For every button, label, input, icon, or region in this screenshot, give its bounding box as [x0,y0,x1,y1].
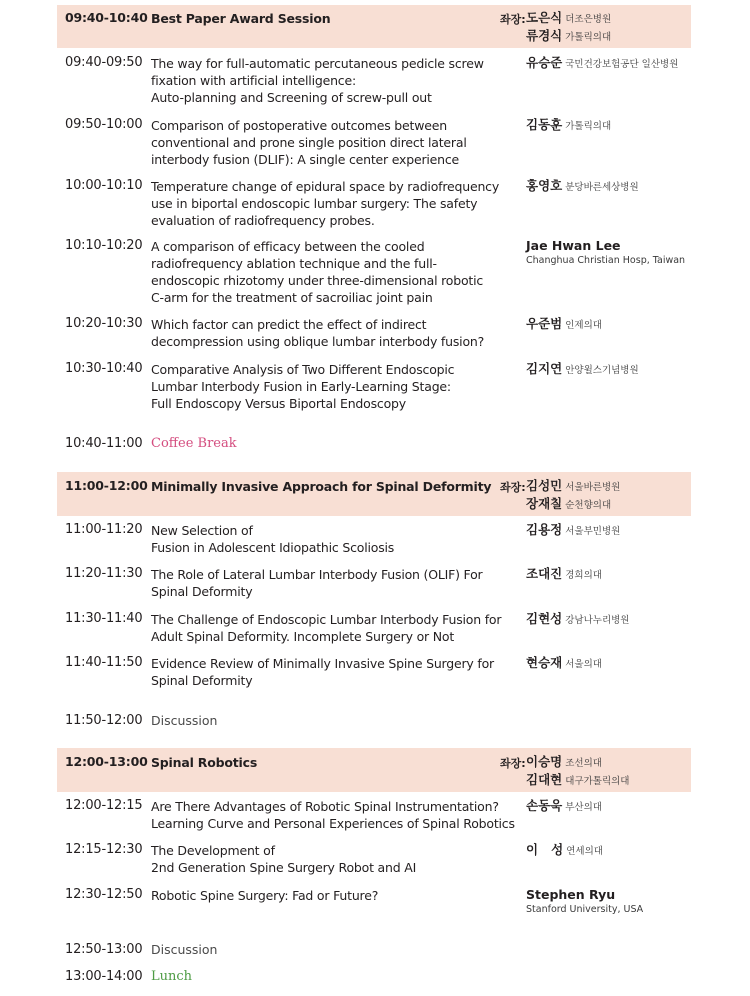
talk-title-line: decompression using oblique lumbar interbody fusion? [151,334,485,349]
chair-list [526,754,629,790]
coffee-break-label: Coffee Break [151,436,237,451]
break-time: 12:50-13:00 [65,942,143,957]
talk-time: 10:30-10:40 [65,361,143,376]
break-time: 13:00-14:00 [65,969,143,984]
talk-title-line: Robotic Spine Surgery: Fad or Future? [151,888,379,903]
speaker-name: 홍영호 [526,178,563,193]
talk-title [151,117,467,168]
speaker-affiliation: 부산의대 [565,802,602,813]
talk-title-line: Spinal Deformity [151,584,253,599]
speaker [526,566,602,584]
talk-title-line: interbody fusion (DLIF): A single center experience [151,152,460,167]
talk-title-line: use in biportal endoscopic lumbar surgery: The safety [151,196,478,211]
chair-affiliation: 조선의대 [565,758,602,769]
speaker-affiliation: 서울부민병원 [565,526,621,537]
chair-affiliation: 순천향의대 [565,500,612,511]
speaker-name: 김현성 [526,611,563,626]
speaker-name: 유승준 [526,55,563,70]
talk-title-line: Comparison of postoperative outcomes between [151,118,447,133]
speaker-name: 조대진 [526,566,563,581]
talk-title-line: fixation with artificial intelligence: [151,73,356,88]
talk-title-line: Learning Curve and Personal Experiences of Spinal Robotics [151,816,515,831]
talk-time: 09:50-10:00 [65,117,143,132]
talk-title [151,316,484,350]
speaker-name: 우준범 [526,316,563,331]
speaker-affiliation: 강남나누리병원 [565,615,630,626]
talk-time: 12:00-12:15 [65,798,143,813]
discussion-label: Discussion [151,713,218,728]
chair-affiliation: 대구가톨릭의대 [565,776,630,787]
break-time: 11:50-12:00 [65,713,143,728]
speaker-affiliation: 안양윌스기념병원 [565,365,639,376]
speaker-name: 김지연 [526,361,563,376]
speaker-affiliation: 분당바른세상병원 [565,182,639,193]
talk-title-line: Adult Spinal Deformity. Incomplete Surgery or Not [151,629,455,644]
speaker [526,361,639,379]
talk-title-line: Full Endoscopy Versus Biportal Endoscopy [151,396,406,411]
talk-title [151,238,483,306]
talk-title [151,887,378,904]
chair-label: 좌장: [500,757,526,770]
talk-title-line: conventional and prone single position direct lateral [151,135,467,150]
speaker [526,887,643,917]
talk-title-line: The Challenge of Endoscopic Lumbar Interbody Fusion for [151,612,502,627]
speaker-name: 손동욱 [526,798,563,813]
session-title: Spinal Robotics [151,755,258,770]
speaker [526,178,639,196]
speaker-name: Jae Hwan Lee [526,238,621,253]
chair-affiliation: 서울바른병원 [565,482,621,493]
speaker [526,611,629,629]
speaker [526,798,602,816]
speaker [526,842,603,860]
speaker-name: 현승재 [526,655,563,670]
talk-title-line: A comparison of efficacy between the cooled [151,239,425,254]
talk-time: 10:10-10:20 [65,238,143,253]
session-time: 09:40-10:40 [65,10,148,25]
talk-time: 11:30-11:40 [65,611,143,626]
talk-title-line: Auto-planning and Screening of screw-pull out [151,90,432,105]
speaker-affiliation: 국민건강보험공단 일산병원 [565,59,679,70]
speaker-affiliation: 경희의대 [565,570,602,581]
speaker-affiliation: Changhua Christian Hosp, Taiwan [526,255,686,266]
speaker [526,316,602,334]
talk-title-line: The way for full-automatic percutaneous pedicle screw [151,56,484,71]
speaker-name: 김용정 [526,522,563,537]
speaker-affiliation: 연세의대 [566,846,603,857]
talk-title-line: 2nd Generation Spine Surgery Robot and AI [151,860,417,875]
talk-time: 10:20-10:30 [65,316,143,331]
chair-label: 좌장: [500,13,526,26]
chair-list [526,478,620,514]
chair-name: 도은식 [526,10,563,25]
talk-title-line: Evidence Review of Minimally Invasive Spine Surgery for [151,656,494,671]
talk-title-line: C-arm for the treatment of sacroiliac joint pain [151,290,433,305]
chair-list [526,10,611,46]
talk-title-line: Fusion in Adolescent Idiopathic Scoliosis [151,540,395,555]
chair-name: 김대현 [526,772,563,787]
talk-title-line: Comparative Analysis of Two Different Endoscopic [151,362,455,377]
talk-title-line: The Role of Lateral Lumbar Interbody Fusion (OLIF) For [151,567,483,582]
speaker [526,522,620,540]
discussion-label: Discussion [151,942,218,957]
speaker-name: 김동훈 [526,117,563,132]
speaker-name: Stephen Ryu [526,887,616,902]
talk-title [151,655,494,689]
speaker-affiliation: 서울의대 [565,659,602,670]
talk-time: 11:40-11:50 [65,655,143,670]
session-time: 12:00-13:00 [65,754,148,769]
talk-time: 09:40-09:50 [65,55,143,70]
talk-title [151,842,416,876]
talk-title [151,611,501,645]
talk-title-line: endoscopic rhizotomy under three-dimensional robotic [151,273,484,288]
chair-name: 이승명 [526,754,563,769]
speaker-affiliation: 가톨릭의대 [565,121,612,132]
session-time: 11:00-12:00 [65,478,148,493]
talk-title [151,566,483,600]
talk-title [151,798,515,832]
talk-title-line: Which factor can predict the effect of indirect [151,317,427,332]
speaker [526,55,678,73]
talk-title-line: radiofrequency ablation technique and the full- [151,256,437,271]
session-title: Best Paper Award Session [151,11,331,26]
chair-name: 장재칠 [526,496,563,511]
speaker-name: 이 성 [526,842,564,857]
talk-title-line: Temperature change of epidural space by radiofrequency [151,179,500,194]
talk-title [151,178,499,229]
talk-time: 11:00-11:20 [65,522,143,537]
talk-title-line: evaluation of radiofrequency probes. [151,213,375,228]
speaker-affiliation: Stanford University, USA [526,904,644,915]
lunch-label: Lunch [151,969,193,984]
chair-name: 류경식 [526,28,563,43]
talk-title-line: The Development of [151,843,275,858]
chair-label: 좌장: [500,481,526,494]
talk-title-line: Lumbar Interbody Fusion in Early-Learning Stage: [151,379,451,394]
chair-affiliation: 가톨릭의대 [565,32,612,43]
talk-time: 11:20-11:30 [65,566,143,581]
talk-title-line: Are There Advantages of Robotic Spinal Instrumentation? [151,799,499,814]
chair-name: 김성민 [526,478,563,493]
talk-title [151,361,454,412]
talk-title [151,55,484,106]
speaker-affiliation: 인제의대 [565,320,602,331]
talk-time: 12:15-12:30 [65,842,143,857]
talk-title [151,522,394,556]
session-title: Minimally Invasive Approach for Spinal Deformity [151,479,492,494]
talk-time: 12:30-12:50 [65,887,143,902]
talk-time: 10:00-10:10 [65,178,143,193]
talk-title-line: New Selection of [151,523,253,538]
speaker [526,117,611,135]
speaker [526,655,602,673]
break-time: 10:40-11:00 [65,436,143,451]
speaker [526,238,685,268]
talk-title-line: Spinal Deformity [151,673,253,688]
chair-affiliation: 더조은병원 [565,14,612,25]
